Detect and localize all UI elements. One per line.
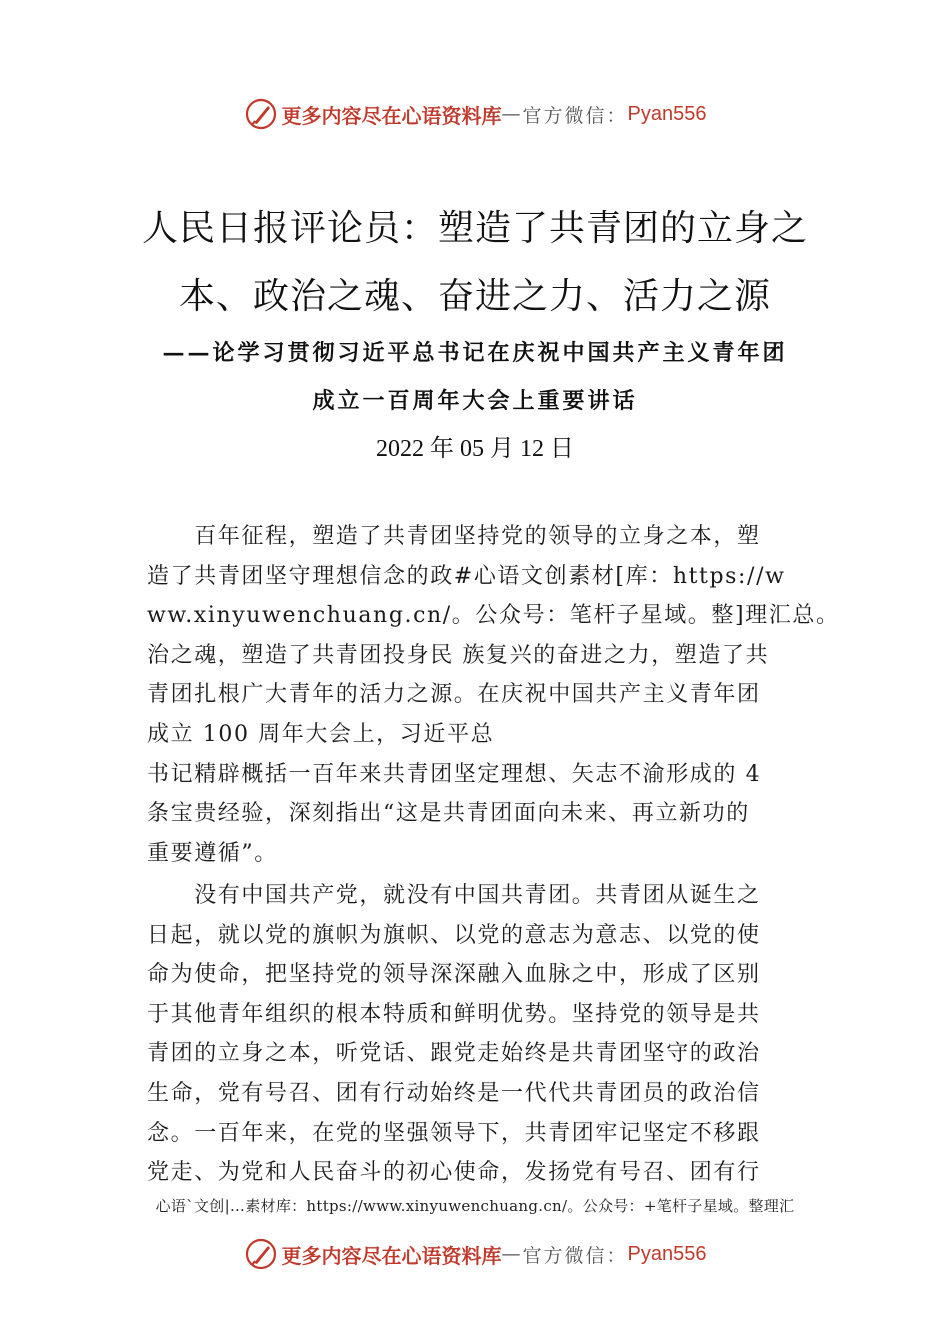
text-line: 没有中国共产党，就没有中国共青团。共青团从诞生之 [147,883,761,908]
quill-pen-icon [244,97,278,131]
banner-brand-text: 更多内容尽在心语资料库 [281,103,502,128]
page-title-line-1: 人民日报评论员：塑造了共青团的立身之 [141,208,808,249]
banner-brand-text: 更多内容尽在心语资料库 [281,1243,502,1268]
subtitle-line-1: ——论学习贯彻习近平总书记在庆祝中国共产主义青年团 [162,340,788,366]
text-line: 于其他青年组织的根本特质和鲜明优势。坚持党的领导是共 [147,1001,761,1027]
text-line: 党走、为党和人民奋斗的初心使命，发扬党有号召、团有行 [147,1160,761,1186]
text-line: 青团的立身之本，听党话、跟党走始终是共青团坚守的政治 [147,1041,761,1067]
publish-date: 2022 年 05 月 12 日 [376,436,574,462]
text-line: 命为使命，把坚持党的领导深深融入血脉之中，形成了区别 [147,962,761,988]
text-line: 治之魂，塑造了共青团投身民 族复兴的奋进之力，塑造了共 [147,642,770,668]
banner-wechat-id: Pyan556 [627,102,707,125]
body-paragraph-1 [147,517,840,873]
text-line: 造了共青团坚守理想信念的政#心语文创素材[库：https://w [147,563,786,589]
text-line: 青团扎根广大青年的活力之源。在庆祝中国共产主义青年团 [147,682,761,708]
text-line: 重要遵循”。 [147,840,278,866]
banner-dash: — [501,103,523,125]
quill-pen-icon [244,1237,278,1271]
text-line: 日起，就以党的旗帜为旗帜、以党的意志为意志、以党的使 [147,922,761,948]
banner-wechat-id: Pyan556 [627,1242,707,1265]
text-line: 书记精辟概括一百年来共青团坚定理想、矢志不渝形成的 4 [147,761,762,787]
header-banner [0,94,950,134]
text-line: 条宝贵经验，深刻指出“这是共青团面向未来、再立新功的 [147,801,750,827]
page-footer-note: 心语`文创|…素材库：https://www.xinyuwenchuang.cn/。公众号：+笔杆子星域。整理汇 [155,1197,795,1215]
text-line: 生命，党有号召、团有行动始终是一代代共青团员的政治信 [147,1080,761,1106]
text-line: 成立 100 周年大会上，习近平总 [147,721,495,747]
banner-dash: — [501,1243,523,1265]
banner-wechat-label: 官方微信： [522,104,628,127]
footer-banner [0,1234,950,1274]
text-line: 百年征程，塑造了共青团坚持党的领导的立身之本，塑 [147,524,761,549]
text-line: 念。一百年来，在党的坚强领导下，共青团牢记坚定不移跟 [147,1120,761,1146]
subtitle-line-2: 成立一百周年大会上重要讲话 [312,388,638,414]
banner-wechat-label: 官方微信： [522,1244,628,1267]
body-paragraph-2 [147,876,819,1193]
text-line: ww.xinyuwenchuang.cn/。公众号：笔杆子星域。整]理汇总。 [147,603,840,629]
page-title-line-2: 本、政治之魂、奋进之力、活力之源 [178,276,771,317]
